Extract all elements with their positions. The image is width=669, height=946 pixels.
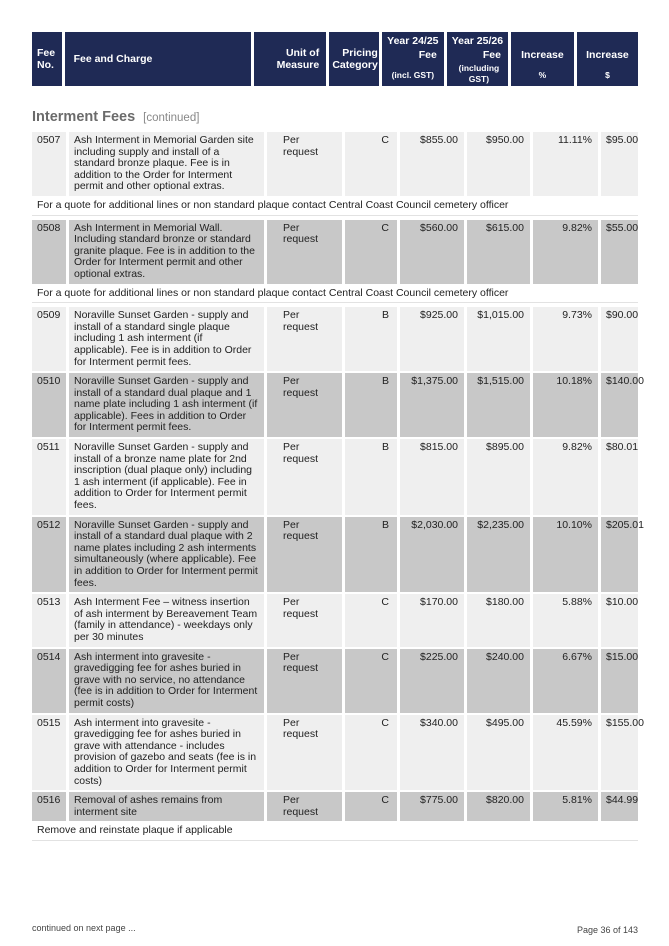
fee-number: 0516 bbox=[32, 792, 66, 821]
table-row bbox=[32, 715, 644, 791]
fee-year1: $925.00 bbox=[397, 307, 464, 371]
table-row bbox=[32, 649, 638, 713]
section-continued: [continued] bbox=[143, 112, 200, 124]
fee-number: 0515 bbox=[32, 715, 66, 791]
fee-description: Ash interment into gravesite - gravedigging fee for ashes buried in grave with no service, no attendance (fee is in addition to Order for Interment permit costs) bbox=[66, 649, 264, 713]
increase-dollar: $140.00 bbox=[598, 373, 638, 437]
pricing-category: C bbox=[342, 594, 397, 646]
fee-year1: $815.00 bbox=[397, 439, 464, 515]
header-fee-no bbox=[32, 32, 62, 86]
pricing-category: B bbox=[342, 439, 397, 515]
table-row bbox=[32, 439, 638, 515]
fee-year2: $615.00 bbox=[464, 220, 530, 284]
fee-year2: $895.00 bbox=[464, 439, 530, 515]
pricing-category: C bbox=[342, 792, 397, 821]
fee-description: Removal of ashes remains from interment site bbox=[66, 792, 264, 821]
fee-description: Ash Interment in Memorial Wall. Including standard bronze or standard granite plaque. Fee is in addition to the Order for Interment permit and other optional extras. bbox=[66, 220, 264, 284]
fee-year2: $2,235.00 bbox=[464, 517, 530, 593]
header-year-25-26 bbox=[447, 32, 508, 86]
fee-number: 0510 bbox=[32, 373, 66, 437]
fee-number: 0507 bbox=[32, 132, 66, 196]
table-note: Remove and reinstate plaque if applicable bbox=[32, 823, 638, 841]
header-increase-dol-unit: $ bbox=[605, 70, 610, 80]
unit-of-measure: Per request bbox=[264, 792, 342, 821]
table-note: For a quote for additional lines or non standard plaque contact Central Coast Council cemetery officer bbox=[32, 286, 638, 304]
header-category-label: Pricing Category bbox=[332, 47, 378, 71]
fee-year1: $340.00 bbox=[397, 715, 464, 791]
unit-of-measure: Per request bbox=[264, 439, 342, 515]
table-row bbox=[32, 220, 638, 284]
pricing-category: B bbox=[342, 373, 397, 437]
fee-year2: $495.00 bbox=[464, 715, 530, 791]
fee-description: Noraville Sunset Garden - supply and install of a standard dual plaque and 1 name plate including 1 ash interment (if applicable). Fees in addition to Order for Interment permit fees. bbox=[66, 373, 264, 437]
unit-of-measure: Per request bbox=[264, 517, 342, 593]
fee-number: 0512 bbox=[32, 517, 66, 593]
fee-number: 0513 bbox=[32, 594, 66, 646]
increase-dollar: $205.01 bbox=[598, 517, 638, 593]
table-row bbox=[32, 307, 638, 371]
header-fee-and-charge bbox=[65, 32, 251, 86]
fee-number: 0514 bbox=[32, 649, 66, 713]
increase-percent: 10.18% bbox=[530, 373, 598, 437]
header-fee-no-label: Fee No. bbox=[37, 47, 56, 71]
footer-continued: continued on next page ... bbox=[32, 923, 136, 933]
increase-percent: 5.88% bbox=[530, 594, 598, 646]
increase-percent: 5.81% bbox=[530, 792, 598, 821]
pricing-category: C bbox=[342, 132, 397, 196]
unit-of-measure: Per request bbox=[264, 715, 342, 791]
header-year2-fee: Fee bbox=[482, 49, 501, 61]
table-row bbox=[32, 373, 644, 437]
table-header bbox=[32, 32, 638, 86]
header-year-24-25 bbox=[382, 32, 444, 86]
header-increase-pct-label: Increase bbox=[521, 49, 564, 61]
header-year1-label: Year 24/25 bbox=[387, 35, 439, 47]
table-row bbox=[32, 594, 638, 646]
increase-percent: 45.59% bbox=[530, 715, 598, 791]
unit-of-measure: Per request bbox=[264, 649, 342, 713]
increase-percent: 6.67% bbox=[530, 649, 598, 713]
increase-percent: 9.82% bbox=[530, 220, 598, 284]
header-year1-fee: Fee bbox=[418, 49, 437, 61]
fee-year2: $1,515.00 bbox=[464, 373, 530, 437]
fee-number: 0508 bbox=[32, 220, 66, 284]
header-increase-dol-label: Increase bbox=[586, 49, 629, 61]
fee-description: Ash interment into gravesite - gravedigging fee for ashes buried in grave with attendance - includes provision of gazebo and seats (fee is in addition to Order for Interment permit costs) bbox=[66, 715, 264, 791]
table-row bbox=[32, 517, 644, 593]
header-fee-and-charge-label: Fee and Charge bbox=[73, 53, 153, 65]
increase-dollar: $155.00 bbox=[598, 715, 638, 791]
unit-of-measure: Per request bbox=[264, 132, 342, 196]
fee-table bbox=[32, 132, 644, 845]
fee-number: 0509 bbox=[32, 307, 66, 371]
header-year2-label: Year 25/26 bbox=[451, 35, 504, 47]
fee-year1: $2,030.00 bbox=[397, 517, 464, 593]
fee-year1: $855.00 bbox=[397, 132, 464, 196]
header-pricing-category bbox=[329, 32, 379, 86]
fee-description: Ash Interment Fee – witness insertion of ash interment by Bereavement Team (family in attendance) - weekdays only per 30 minutes bbox=[66, 594, 264, 646]
header-year2-sub: (including GST) bbox=[458, 63, 500, 84]
increase-dollar: $44.99 bbox=[598, 792, 638, 821]
section-title-text: Interment Fees bbox=[32, 109, 136, 125]
increase-dollar: $15.00 bbox=[598, 649, 638, 713]
table-row bbox=[32, 792, 638, 821]
table-note: For a quote for additional lines or non standard plaque contact Central Coast Council cemetery officer bbox=[32, 198, 638, 216]
header-increase-pct-unit: % bbox=[538, 70, 547, 80]
unit-of-measure: Per request bbox=[264, 220, 342, 284]
increase-percent: 10.10% bbox=[530, 517, 598, 593]
increase-percent: 11.11% bbox=[530, 132, 598, 196]
header-year1-sub: (incl. GST) bbox=[391, 70, 435, 80]
fee-year1: $1,375.00 bbox=[397, 373, 464, 437]
header-unit-label: Unit of Measure bbox=[276, 47, 320, 71]
fee-description: Noraville Sunset Garden - supply and install of a standard dual plaque with 2 name plates including 2 ash interments simultaneously (where applicable). Fee in addition to Order for Interment permit fees. bbox=[66, 517, 264, 593]
fee-description: Noraville Sunset Garden - supply and install of a standard single plaque including 1 ash interment (if applicable). Fee is in addition to Order for Interment permit fees. bbox=[66, 307, 264, 371]
unit-of-measure: Per request bbox=[264, 373, 342, 437]
pricing-category: C bbox=[342, 220, 397, 284]
increase-dollar: $80.01 bbox=[598, 439, 638, 515]
pricing-category: B bbox=[342, 517, 397, 593]
increase-percent: 9.82% bbox=[530, 439, 598, 515]
fee-year2: $820.00 bbox=[464, 792, 530, 821]
fee-year1: $560.00 bbox=[397, 220, 464, 284]
unit-of-measure: Per request bbox=[264, 307, 342, 371]
increase-percent: 9.73% bbox=[530, 307, 598, 371]
increase-dollar: $10.00 bbox=[598, 594, 638, 646]
fee-year2: $1,015.00 bbox=[464, 307, 530, 371]
unit-of-measure: Per request bbox=[264, 594, 342, 646]
header-increase-dollar bbox=[577, 32, 638, 86]
fee-number: 0511 bbox=[32, 439, 66, 515]
fee-year2: $180.00 bbox=[464, 594, 530, 646]
increase-dollar: $90.00 bbox=[598, 307, 638, 371]
fee-year2: $950.00 bbox=[464, 132, 530, 196]
pricing-category: C bbox=[342, 715, 397, 791]
fee-year1: $170.00 bbox=[397, 594, 464, 646]
header-unit-of-measure bbox=[254, 32, 327, 86]
pricing-category: B bbox=[342, 307, 397, 371]
table-row bbox=[32, 132, 638, 196]
increase-dollar: $95.00 bbox=[598, 132, 638, 196]
header-increase-percent bbox=[511, 32, 574, 86]
fee-year1: $775.00 bbox=[397, 792, 464, 821]
fee-description: Ash Interment in Memorial Garden site including supply and install of a standard bronze plaque. Fee is in addition to the Order for Interment permit and other optional extras. bbox=[66, 132, 264, 196]
fee-description: Noraville Sunset Garden - supply and install of a bronze name plate for 2nd inscription (dual plaque only) including 1 ash interment (if applicable). Fee in addition to Order for Interment permit fees. bbox=[66, 439, 264, 515]
pricing-category: C bbox=[342, 649, 397, 713]
increase-dollar: $55.00 bbox=[598, 220, 638, 284]
fee-year1: $225.00 bbox=[397, 649, 464, 713]
footer-page-number: Page 36 of 143 bbox=[576, 925, 638, 935]
section-title bbox=[32, 109, 199, 125]
fee-year2: $240.00 bbox=[464, 649, 530, 713]
